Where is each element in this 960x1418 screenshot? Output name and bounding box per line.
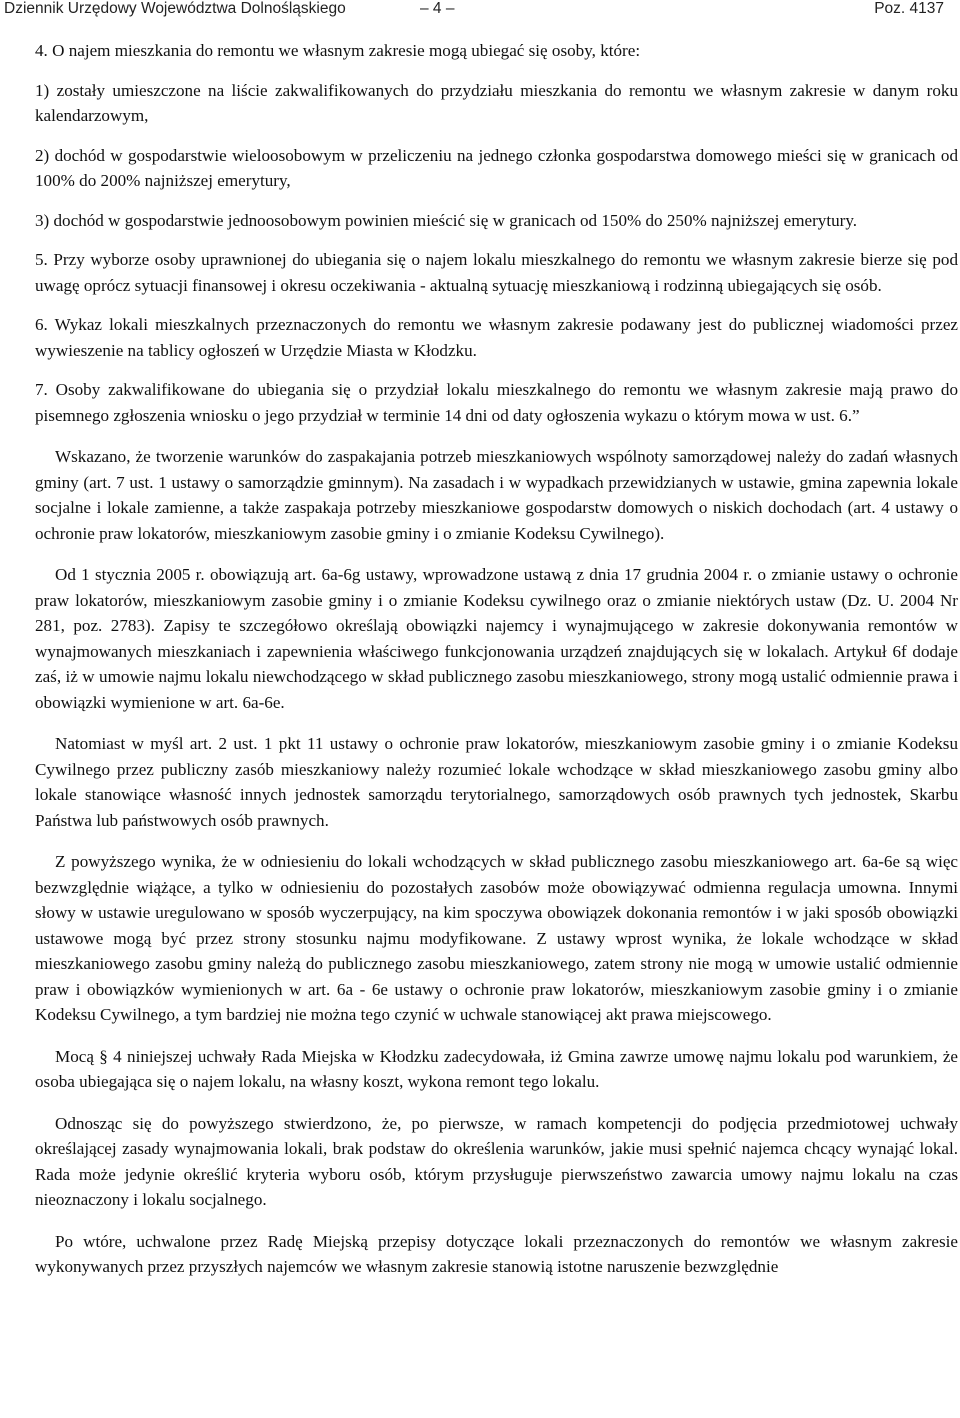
paragraph-art-2: Natomiast w myśl art. 2 ust. 1 pkt 11 ustawy o ochronie praw lokatorów, mieszkaniowym zasobie gminy i o zmianie Kodeksu Cywilnego przez publiczny zasób mieszkaniowy należy rozumieć lokale wchodzące w skład mieszkaniowego zasobu gminy albo lokale stanowiące własność innych jednostek samorządu terytorialnego, samorządowych osób prawnych tych jednostek, Skarbu Państwa lub państwowych osób prawnych.: [35, 734, 958, 830]
paragraph-6: 6. Wykaz lokali mieszkalnych przeznaczonych do remontu we własnym zakresie podawany jest do publicznej wiadomości przez wywieszenie na tablicy ogłoszeń w Urzędzie Miasta w Kłodzku.: [35, 315, 958, 360]
page-number: – 4 –: [420, 0, 455, 17]
document-body: [35, 38, 958, 1280]
paragraph-first-point: Odnosząc się do powyższego stwierdzono, że, po pierwsze, w ramach kompetencji do podjęcia przedmiotowej uchwały określającej zasady wynajmowania lokali, brak podstaw do określenia warunków, jakie musi spełnić najemca chcący wynająć lokal. Rada może jedynie określić kryteria wyboru osób, którym przysługuje pierwszeństwo zawarcia umowy najmu lokalu na czas nieoznaczony i lokalu socjalnego.: [35, 1113, 958, 1209]
paragraph-7: 7. Osoby zakwalifikowane do ubiegania się o przydział lokalu mieszkalnego do remontu we własnym zakresie mają prawo do pisemnego zgłoszenia wniosku o jego przydział w terminie 14 dni od daty ogłoszenia wykazu o którym mowa w ust. 6.”: [35, 380, 958, 425]
paragraph-conclusion: Z powyższego wynika, że w odniesieniu do lokali wchodzących w skład publicznego zasobu mieszkaniowego art. 6a-6e są więc bezwzględnie wiążące, a tylko w odniesieniu do pozostałych zasobów może obowiązywać odmienna regulacja umowna. Innymi słowy w ustawie uregulowano w sposób wyczerpujący, na kim spoczywa obowiązek dokonania remontów i w jaki sposób obowiązki ustawowe mogą być przez strony stosunku najmu modyfikowane. Z ustawy wprost wynika, że lokale wchodzące w skład mieszkaniowego zasobu gminy należą do publicznego zasobu mieszkaniowego, zatem strony nie mogą w umowie ustalić odmiennie praw i obowiązków wymienionych w art. 6a - 6e ustawy o ochronie praw lokatorów, mieszkaniowym zasobie gminy i o zmianie Kodeksu Cywilnego, a tym bardziej nie można tego czynić w uchwale stanowiącej akt prawa miejscowego.: [35, 852, 958, 1024]
journal-title: Dziennik Urzędowy Województwa Dolnośląskiego: [4, 0, 346, 17]
list-item-2: 2) dochód w gospodarstwie wieloosobowym w przeliczeniu na jednego członka gospodarstwa domowego mieści się w granicach od 100% do 200% najniższej emerytury,: [35, 145, 958, 190]
paragraph-own-tasks: Wskazano, że tworzenie warunków do zaspakajania potrzeb mieszkaniowych wspólnoty samorządowej należy do zadań własnych gminy (art. 7 ust. 1 ustawy o samorządzie gminnym). Na zasadach i w wypadkach przewidzianych w ustawie, gmina zapewnia lokale socjalne i lokale zamienne, a także zaspakaja potrzeby mieszkaniowe gospodarstw domowych o niskich dochodach (art. 4 ustawy o ochronie praw lokatorów, mieszkaniowym zasobie gminy i o zmianie Kodeksu Cywilnego).: [35, 447, 958, 543]
paragraph-5: 5. Przy wyborze osoby uprawnionej do ubiegania się o najem lokalu mieszkalnego do remontu we własnym zakresie bierze się pod uwagę oprócz sytuacji finansowej i okresu oczekiwania - aktualną sytuację mieszkaniową i rodzinną ubiegających się osób.: [35, 250, 958, 295]
paragraph-4: 4. O najem mieszkania do remontu we własnym zakresie mogą ubiegać się osoby, które:: [35, 41, 641, 60]
list-item-1: 1) zostały umieszczone na liście zakwalifikowanych do przydziału mieszkania do remontu we własnym zakresie w danym roku kalendarzowym,: [35, 80, 958, 125]
position-number: Poz. 4137: [874, 0, 944, 17]
page-header: [0, 0, 960, 26]
paragraph-second-point: Po wtóre, uchwalone przez Radę Miejską przepisy dotyczące lokali przeznaczonych do remontów we własnym zakresie wykonywanych przez przyszłych najemców we własnym zakresie stanowią istotne naruszenie bezwzględnie: [35, 1231, 958, 1276]
paragraph-section-4: Mocą § 4 niniejszej uchwały Rada Miejska w Kłodzku zadecydowała, iż Gmina zawrze umowę najmu lokalu pod warunkiem, że osoba ubiegająca się o najem lokalu, na własny koszt, wykona remont tego lokalu.: [35, 1046, 958, 1091]
paragraph-art-6a: Od 1 stycznia 2005 r. obowiązują art. 6a-6g ustawy, wprowadzone ustawą z dnia 17 grudnia 2004 r. o zmianie ustawy o ochronie praw lokatorów, mieszkaniowym zasobie gminy i o zmianie Kodeksu cywilnego oraz o zmianie niektórych ustaw (Dz. U. 2004 Nr 281, poz. 2783). Zapisy te szczegółowo określają obowiązki najemcy i wynajmującego w zakresie dokonywania remontów w wynajmowanych mieszkaniach i zapewnienia właściwego funkcjonowania urządzeń znajdujących się w lokalach. Artykuł 6f dodaje zaś, iż w umowie najmu lokalu niewchodzącego w skład publicznego zasobu mieszkaniowego, strony mogą ustalić odmiennie prawa i obowiązki wymienione w art. 6a-6e.: [35, 565, 958, 712]
list-item-3: 3) dochód w gospodarstwie jednoosobowym powinien mieścić się w granicach od 150% do 250% najniższej emerytury.: [35, 210, 858, 230]
